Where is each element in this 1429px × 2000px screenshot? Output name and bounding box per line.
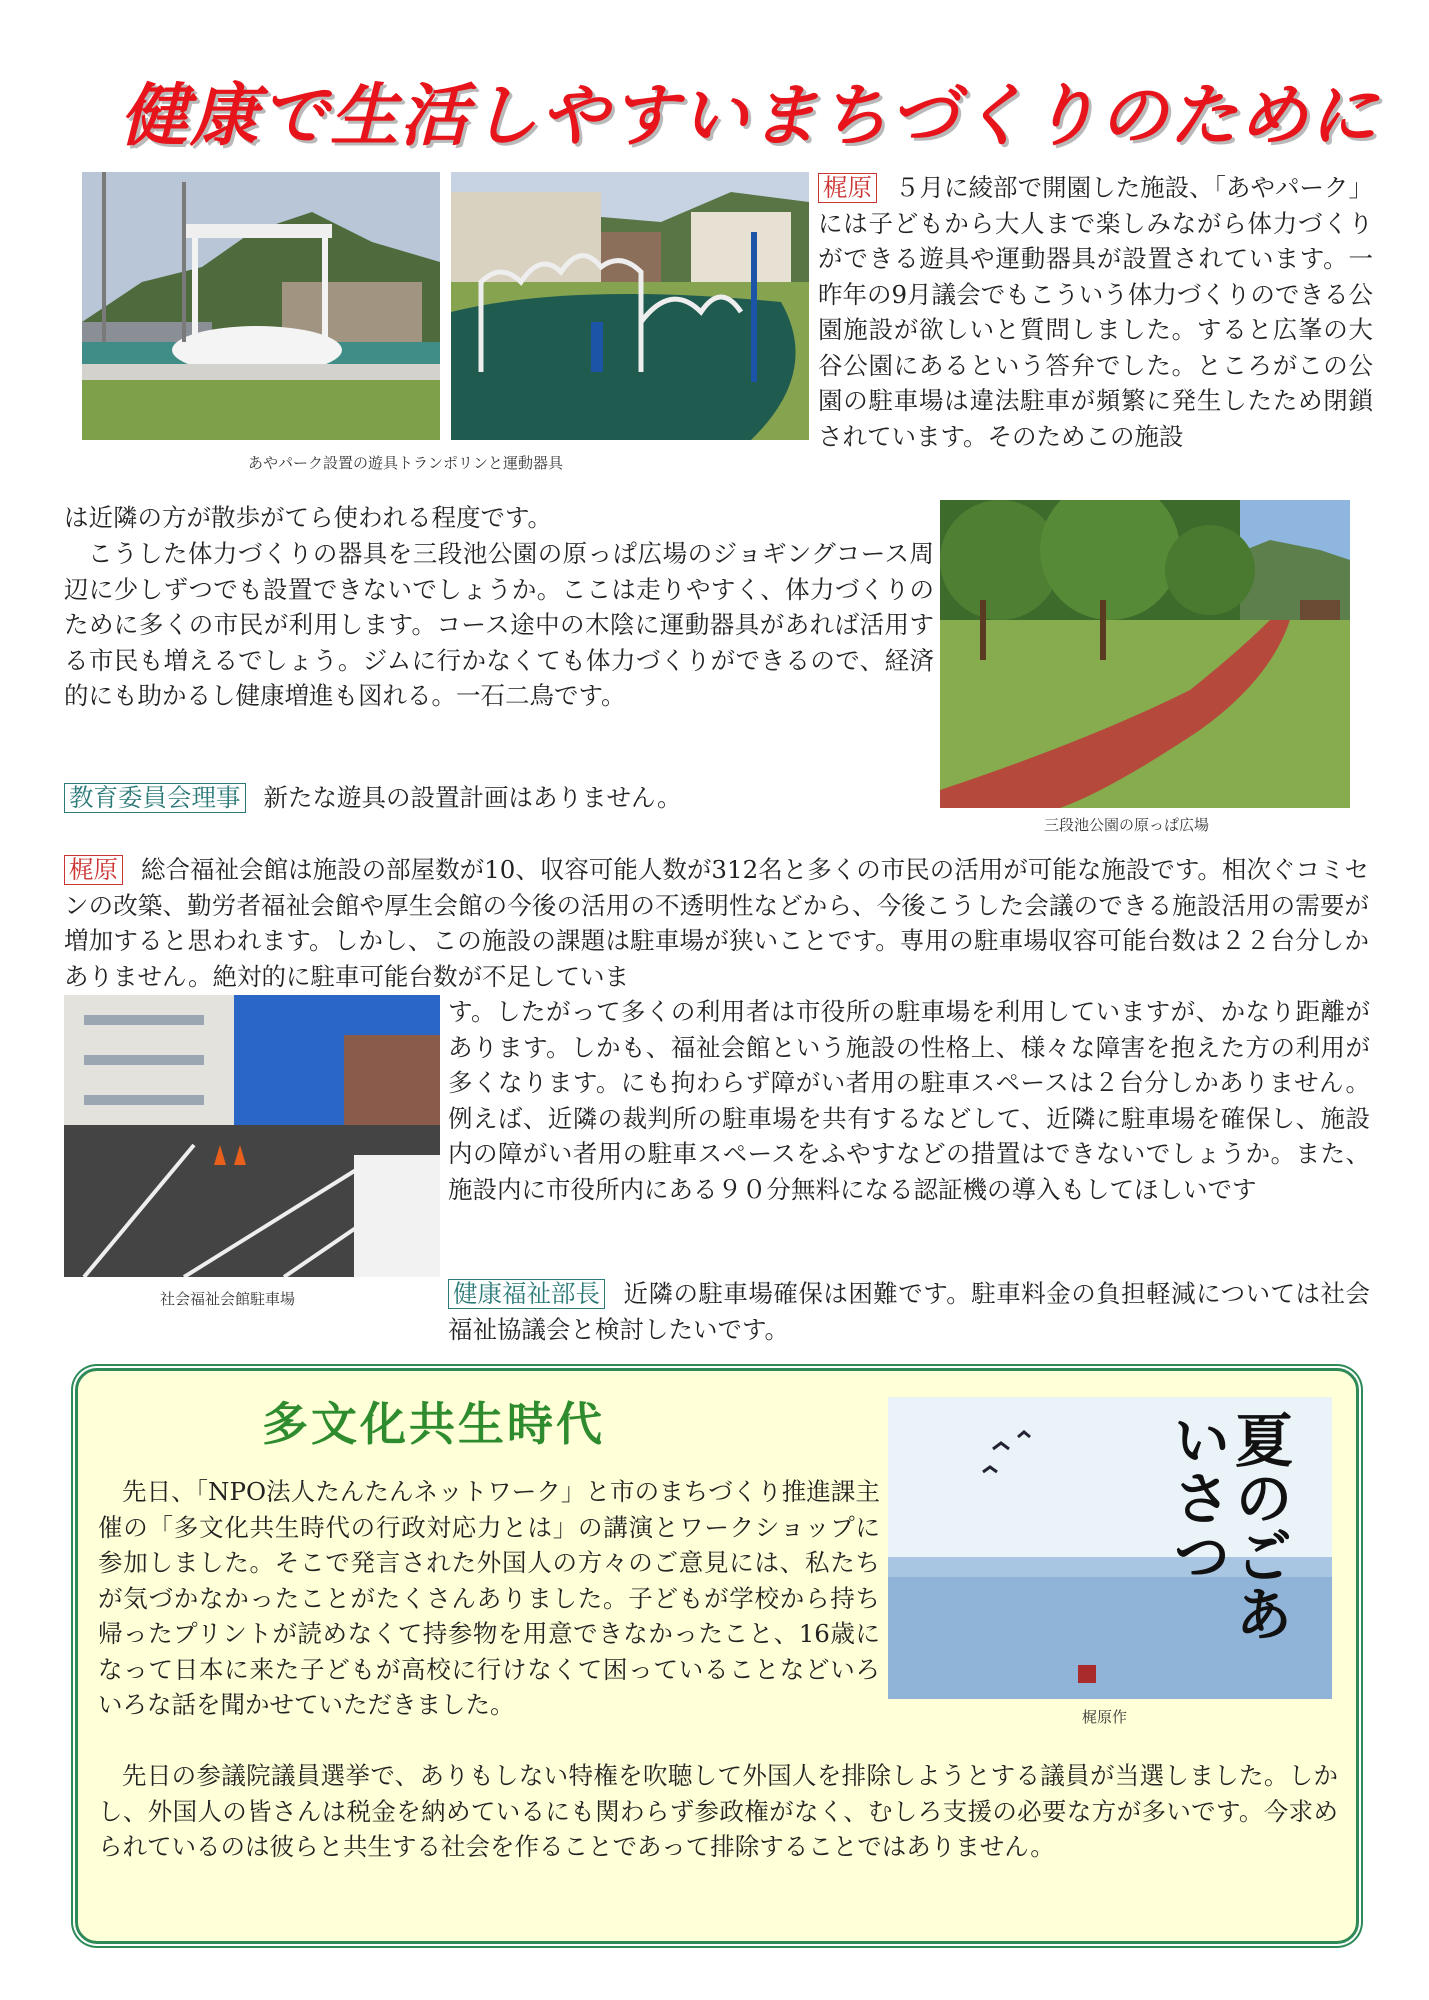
section2-paragraph-right: す。したがって多くの利用者は市役所の駐車場を利用していますが、かなり距離があります。しかも、福祉会館という施設の性格上、様々な障害を抱えた方の利用が多くなります。にも拘わらず障がい者用の駐車スペースは２台分しかありません。例えば、近隣の裁判所の駐車場を共有するなどして、近隣に駐車場を確保し、施設内の障がい者用の駐車スペースをふやすなどの措置はできないでしょうか。また、施設内に市役所内にある９０分無料になる認証機の導入もしてほしいです — [448, 997, 1370, 1204]
box-paragraph1: 先日、「NPO法人たんたんネットワーク」と市のまちづくり推進課主催の「多文化共生時代の行政対応力とは」の講演とワークショップに参加しました。そこで発言された外国人の方々のご意見には、私たちが気づかなかったことがたくさんありました。子どもが学校から持ち帰ったプリントが読めなくて持参物を用意できなかったこと、16歳になって日本に来た子どもが高校に行けなくて困っていることなどいろいろな話を聞かせていただきました。 — [98, 1477, 880, 1719]
box-title: 多文化共生時代 — [262, 1397, 605, 1451]
speaker-label-kajiwara: 梶原 — [818, 173, 877, 203]
section2-paragraph-top-text: 総合福祉会館は施設の部屋数が10、収容可能人数が312名と多くの市民の活用が可能な施設です。相次ぐコミセンの改築、勤労者福祉会館や厚生会館の今後の活用の不透明性などから、今後こうした会議のできる施設活用の需要が増加すると思われます。しかし、この施設の課題は駐車場が狭いことです。専用の駐車場収容可能台数は２２台分しかありません。絶対的に駐車可能台数が不足していま — [64, 855, 1369, 991]
section1-answer-text: 新たな遊具の設置計画はありません。 — [263, 783, 682, 812]
artwork-calligraphy-text: 夏のごあいさつ — [1163, 1410, 1293, 1642]
photo-sandanike-park — [940, 500, 1350, 808]
page-title: 健康で生活しやすいまちづくりのために — [120, 77, 1380, 156]
section1-answer — [64, 780, 934, 816]
section1-paragraph1-continuation: は近隣の方が散歩がてら使われる程度です。 — [64, 503, 553, 532]
section1-paragraph2: こうした体力づくりの器具を三段池公園の原っぱ広場のジョギングコース周辺に少しずつでも設置できないでしょうか。ここは走りやすく、体力づくりのために多くの市民が利用します。コース途中の木陰に運動器具があれば活用する市民も増えるでしょう。ジムに行かなくても体力づくりができるので、経済的にも助かるし健康増進も図れる。一石二鳥です。 — [64, 539, 935, 710]
section2-answer-text: 近隣の駐車場確保は困難です。駐車料金の負担軽減については社会福祉協議会と検討したいです。 — [448, 1279, 1370, 1344]
section2-paragraph-top — [64, 852, 1369, 994]
speaker-label-board-of-education: 教育委員会理事 — [64, 783, 246, 813]
section1-paragraph1 — [818, 170, 1373, 454]
speaker-label-kajiwara-2: 梶原 — [64, 855, 123, 885]
trampoline-photo-illustration — [82, 172, 440, 440]
photo4-caption: 社会福祉会館駐車場 — [160, 1290, 296, 1308]
photo1-caption: あやパーク設置の遊具トランポリンと運動器具 — [248, 454, 564, 472]
section2-answer — [448, 1276, 1370, 1347]
photo3-caption: 三段池公園の原っぱ広場 — [1044, 816, 1210, 834]
photo-aya-park-equipment — [451, 172, 809, 440]
photo-welfare-hall-parking — [64, 995, 440, 1277]
equipment-photo-illustration — [451, 172, 809, 440]
box-paragraph2: 先日の参議院議員選挙で、ありもしない特権を吹聴して外国人を排除しようとする議員が当選しました。しかし、外国人の皆さんは税金を納めているにも関わらず参政権がなく、むしろ支援の必要な方が多いです。今求められているのは彼らと共生する社会を作ることであって排除することではありません。 — [98, 1761, 1338, 1861]
jogging-course-photo-illustration — [940, 500, 1350, 808]
section1-paragraph1-text: ５月に綾部で開園した施設、「あやパーク」には子どもから大人まで楽しみながら体力づくりができる遊具や運動器具が設置されています。一昨年の9月議会でもこういう体力づくりのできる公園施設が欲しいと質問しました。すると広峯の大谷公園にあるという答弁でした。ところがこの公園の駐車場は違法駐車が頻繁に発生したため閉鎖されています。そのためこの施設 — [818, 173, 1373, 451]
artwork-caption: 梶原作 — [1082, 1708, 1128, 1726]
parking-photo-illustration — [64, 995, 440, 1277]
photo-aya-park-trampoline — [82, 172, 440, 440]
speaker-label-welfare-director: 健康福祉部長 — [448, 1279, 605, 1309]
